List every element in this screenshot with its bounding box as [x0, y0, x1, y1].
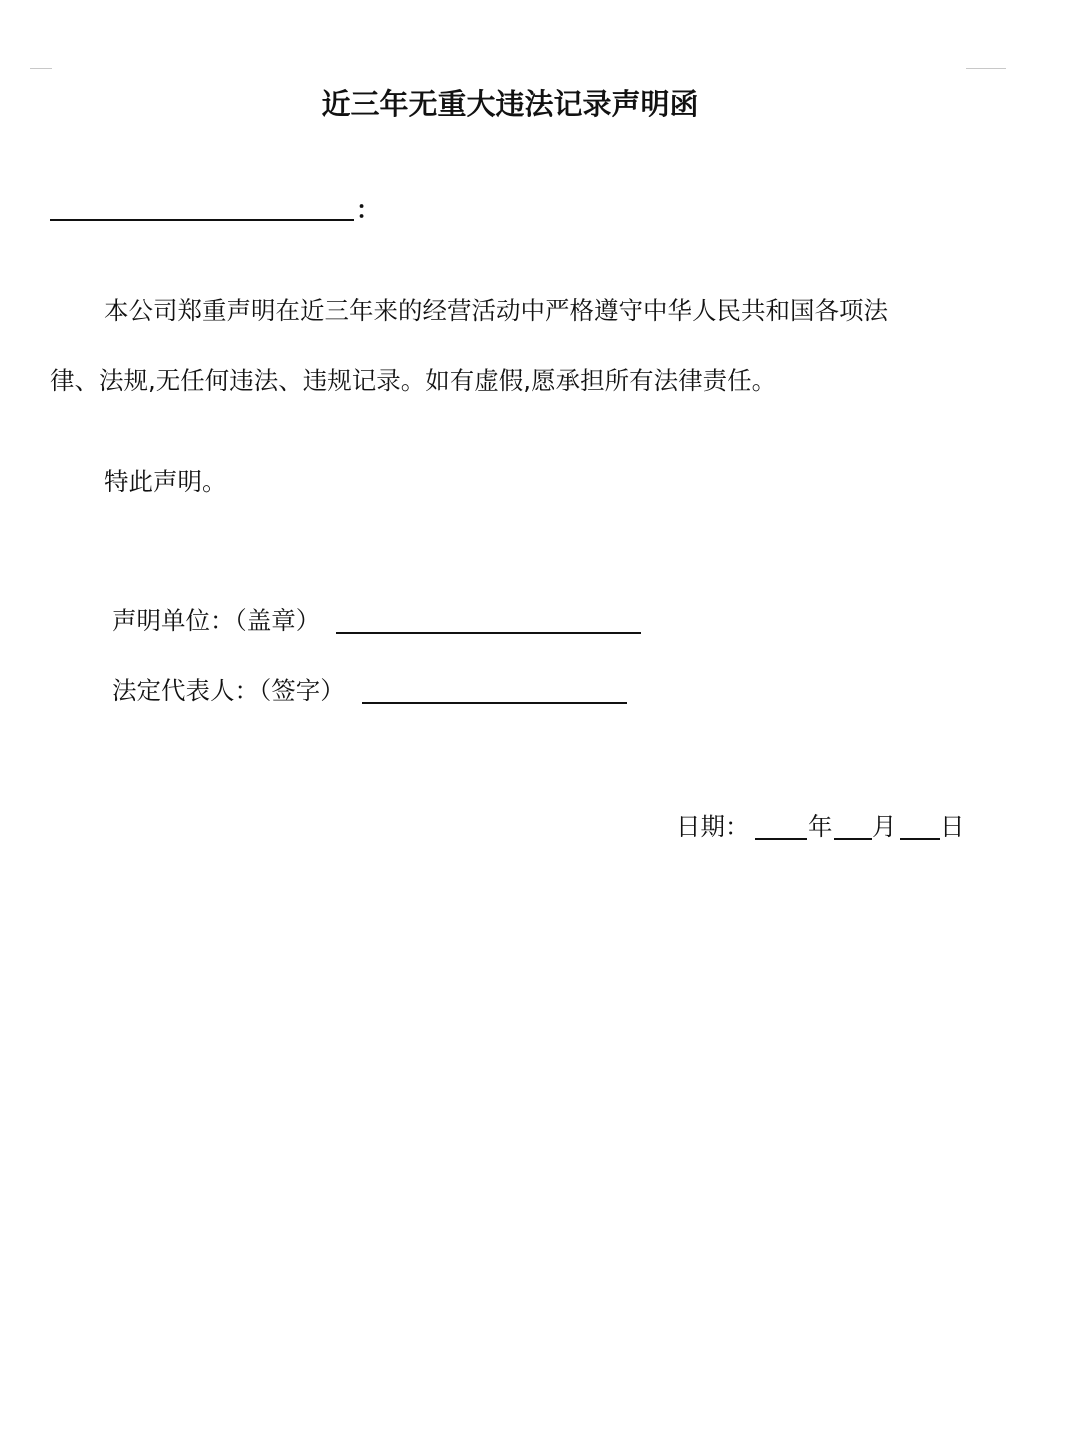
date-label: 日期： — [676, 812, 750, 841]
date-day-unit: 日 — [940, 812, 965, 841]
top-right-margin-mark — [966, 68, 1006, 69]
declaring-unit-blank-line — [336, 632, 641, 634]
declaration-paragraph-line-2: 律、法规,无任何违法、违规记录。如有虚假,愿承担所有法律责任。 — [50, 366, 777, 395]
date-month-blank — [834, 838, 872, 840]
date-day-blank — [900, 838, 940, 840]
document-title: 近三年无重大违法记录声明函 — [321, 87, 699, 121]
recipient-colon: ： — [356, 196, 380, 224]
legal-representative-label: 法定代表人：（签字） — [112, 676, 345, 705]
recipient-blank-line — [50, 219, 354, 221]
closing-statement: 特此声明。 — [104, 467, 227, 496]
date-year-unit: 年 — [808, 812, 833, 841]
declaring-unit-label: 声明单位：（盖章） — [112, 606, 321, 635]
legal-representative-blank-line — [362, 702, 627, 704]
date-year-blank — [755, 838, 807, 840]
top-left-margin-mark — [30, 68, 52, 69]
declaration-paragraph-line-1: 本公司郑重声明在近三年来的经营活动中严格遵守中华人民共和国各项法 — [104, 296, 888, 325]
date-month-unit: 月 — [872, 812, 897, 841]
